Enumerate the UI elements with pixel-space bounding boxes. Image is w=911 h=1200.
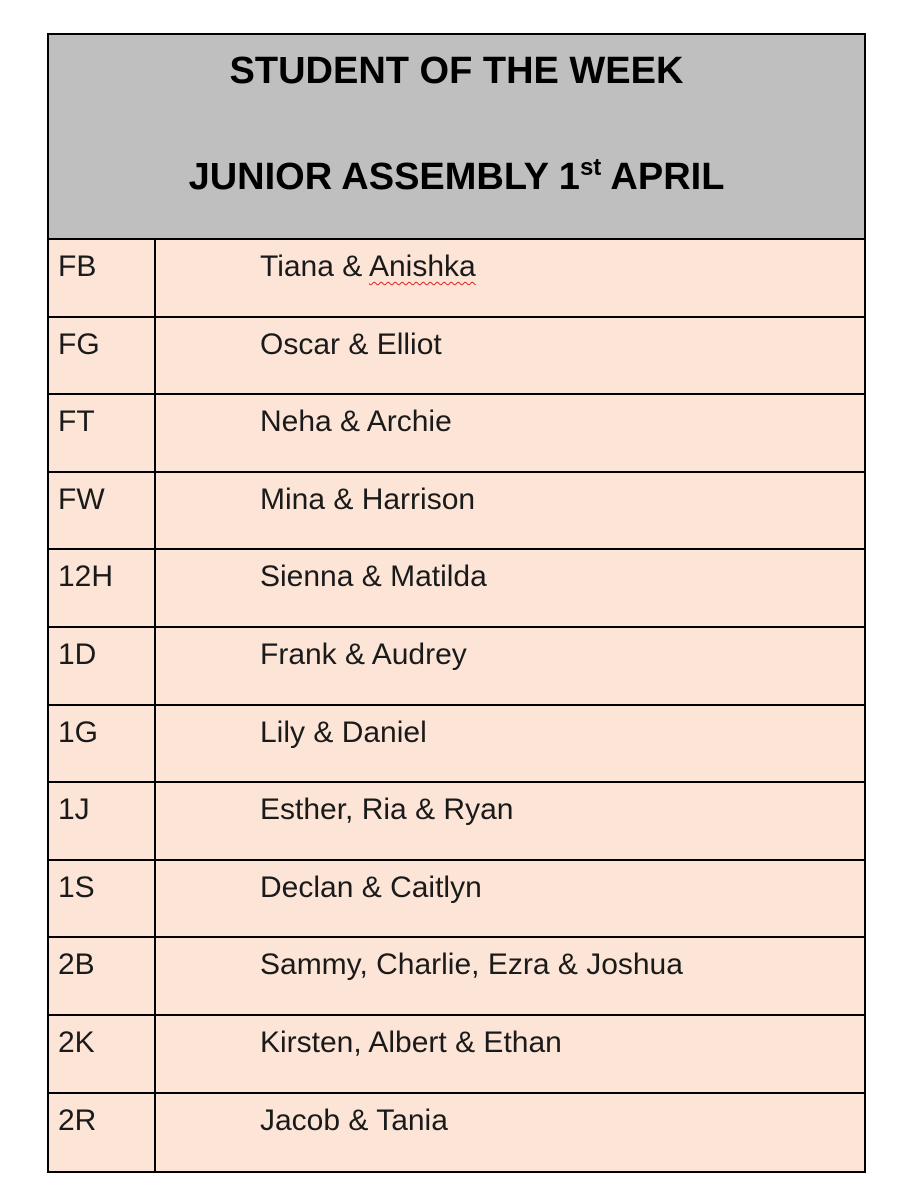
class-code-cell: 1D bbox=[49, 628, 156, 704]
table-header bbox=[49, 35, 864, 240]
class-code-cell: 12H bbox=[49, 550, 156, 626]
table-row bbox=[49, 473, 864, 551]
class-code-cell: 1G bbox=[49, 706, 156, 782]
table-row bbox=[49, 861, 864, 939]
table-row bbox=[49, 318, 864, 396]
spellcheck-flagged-word: Anishka bbox=[368, 250, 476, 283]
class-code-cell: FW bbox=[49, 473, 156, 549]
class-code-cell: 2K bbox=[49, 1016, 156, 1092]
student-names-cell: Kirsten, Albert & Ethan bbox=[260, 1025, 562, 1059]
class-code-cell: FT bbox=[49, 395, 156, 471]
page-title: STUDENT OF THE WEEK bbox=[229, 50, 684, 92]
assembly-subtitle bbox=[49, 154, 864, 200]
student-names-cell: Oscar & Elliot bbox=[260, 327, 442, 361]
student-names-cell: Neha & Archie bbox=[260, 405, 452, 439]
student-of-the-week-table bbox=[47, 33, 866, 1173]
table-row bbox=[49, 706, 864, 784]
table-body bbox=[49, 240, 864, 1171]
table-row bbox=[49, 1016, 864, 1094]
student-names-cell bbox=[156, 240, 864, 316]
class-code-cell: 1S bbox=[49, 861, 156, 937]
table-row bbox=[49, 628, 864, 706]
table-row bbox=[49, 938, 864, 1016]
table-row bbox=[49, 395, 864, 473]
class-code-cell: 2R bbox=[49, 1094, 156, 1172]
class-code-cell: FB bbox=[49, 240, 156, 316]
subtitle-suffix: APRIL bbox=[601, 156, 725, 198]
class-code-cell: 2B bbox=[49, 938, 156, 1014]
subtitle-prefix: JUNIOR ASSEMBLY 1 bbox=[188, 156, 580, 198]
table-row bbox=[49, 240, 864, 318]
student-names-cell: Declan & Caitlyn bbox=[260, 870, 482, 904]
subtitle-ordinal-suffix: st bbox=[579, 154, 602, 181]
student-names-cell: Sammy, Charlie, Ezra & Joshua bbox=[260, 948, 683, 982]
table-row bbox=[49, 550, 864, 628]
student-names-cell: Mina & Harrison bbox=[260, 482, 476, 516]
student-names-cell: Lily & Daniel bbox=[260, 715, 427, 749]
class-code-cell: FG bbox=[49, 318, 156, 394]
table-row bbox=[49, 1094, 864, 1172]
student-names-text: Tiana & bbox=[260, 250, 369, 283]
student-names-cell: Jacob & Tania bbox=[260, 1103, 448, 1137]
student-names-cell: Frank & Audrey bbox=[260, 637, 467, 671]
table-row bbox=[49, 783, 864, 861]
student-names-cell: Esther, Ria & Ryan bbox=[260, 793, 514, 827]
class-code-cell: 1J bbox=[49, 783, 156, 859]
student-names-cell: Sienna & Matilda bbox=[260, 560, 487, 594]
